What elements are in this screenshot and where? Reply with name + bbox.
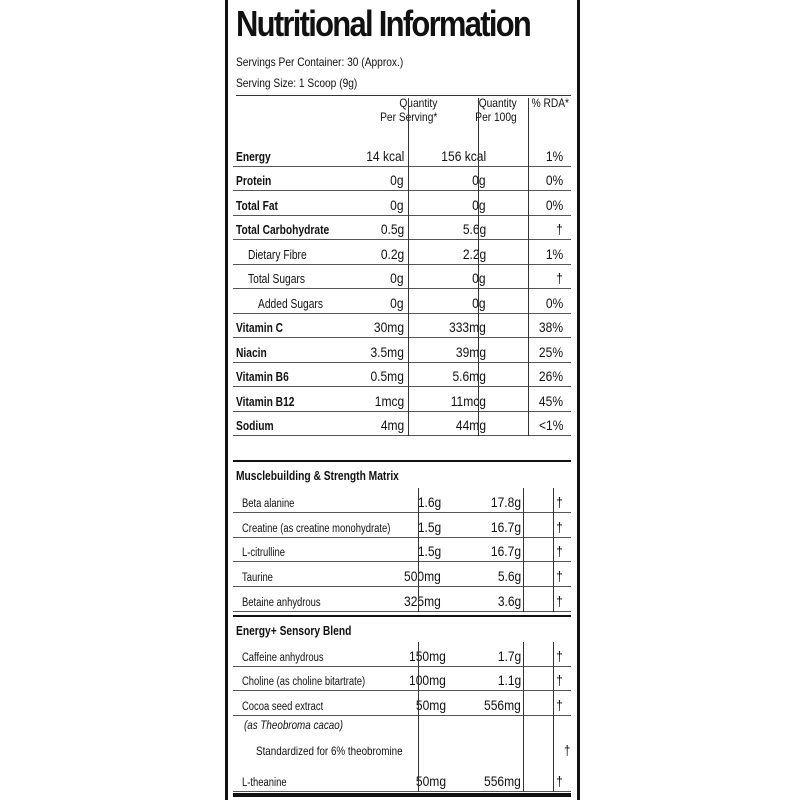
per-100g-header: Quantity Per 100g: [475, 96, 517, 124]
nutrient-row: [233, 363, 571, 388]
blend-label: Cocoa seed extract: [242, 700, 324, 713]
nutrient-label: Total Sugars: [248, 272, 305, 286]
standardized-rda: †: [564, 742, 571, 758]
nutrient-per100-value: 156 kcal: [441, 147, 486, 164]
matrix-per100-value: 17.8g: [490, 493, 521, 510]
blend-row: [233, 691, 571, 716]
matrix-label: Taurine: [242, 572, 273, 585]
matrix-label: Betaine anhydrous: [242, 596, 321, 609]
nutrient-row: [233, 412, 571, 437]
panel-title: Nutritional Information: [236, 3, 531, 44]
blend-title: Energy+ Sensory Blend: [236, 624, 352, 638]
nutrient-label: Total Fat: [236, 198, 278, 213]
nutrient-per100-value: 0g: [472, 196, 486, 213]
matrix-per100-value: 3.6g: [497, 592, 521, 609]
nutrient-per100-value: 11mcg: [450, 392, 486, 409]
matrix-rda-value: †: [556, 543, 563, 560]
nutrient-per100-value: 0g: [472, 270, 486, 286]
matrix-row: [233, 488, 571, 513]
nutrient-row: [233, 289, 571, 314]
blend-serving-value: 100mg: [409, 672, 446, 688]
nutrient-rda-value: 0%: [545, 172, 563, 188]
matrix-title: Musclebuilding & Strength Matrix: [236, 469, 399, 483]
nutrient-rda-value: 26%: [538, 368, 563, 384]
column-divider: [418, 488, 419, 612]
nutrient-rda-value: †: [556, 221, 563, 237]
nutrient-rda-value: 25%: [538, 343, 563, 360]
nutrient-label: Protein: [236, 174, 272, 188]
nutrient-serving-value: 0g: [390, 270, 404, 286]
column-divider: [523, 488, 524, 612]
nutrient-per100-value: 2.2g: [462, 245, 486, 262]
nutrient-per100-value: 5.6mg: [452, 368, 486, 384]
nutrient-row: [233, 191, 571, 216]
column-divider: [418, 642, 419, 792]
nutrient-per100-value: 0g: [472, 294, 486, 311]
blend-rule: [233, 615, 571, 617]
row-divider: [233, 715, 571, 716]
theanine-per100-value: 556mg: [484, 772, 521, 789]
nutrient-serving-value: 30mg: [373, 319, 404, 335]
matrix-row: [233, 587, 571, 612]
nutrient-label: Dietary Fibre: [248, 247, 307, 262]
nutrient-serving-value: 0.5mg: [370, 368, 404, 384]
row-divider: [233, 435, 571, 436]
matrix-row: [233, 513, 571, 538]
nutrient-row: [233, 387, 571, 412]
nutrient-per100-value: 333mg: [449, 319, 486, 335]
nutrient-rda-value: 1%: [545, 147, 563, 164]
blend-label: Caffeine anhydrous: [242, 651, 324, 664]
nutrient-serving-value: 0g: [390, 196, 404, 213]
nutrient-serving-value: 1mcg: [374, 392, 404, 409]
theanine-rda-value: †: [556, 772, 563, 789]
matrix-rda-value: †: [556, 568, 563, 585]
standardized-note: Standardized for 6% theobromine: [256, 744, 403, 758]
nutrient-rda-value: 0%: [545, 294, 563, 311]
nutrient-per100-value: 44mg: [455, 417, 486, 433]
blend-rda-value: †: [556, 696, 563, 713]
theanine-label: L-theanine: [242, 776, 287, 789]
blend-rda-value: †: [556, 672, 563, 688]
matrix-label: L-citrulline: [242, 547, 285, 560]
nutrient-serving-value: 0.2g: [380, 245, 404, 262]
matrix-rule: [233, 460, 571, 462]
column-divider: [523, 642, 524, 792]
blend-row: [233, 642, 571, 667]
servings-per-container: Servings Per Container: 30 (Approx.): [236, 55, 404, 69]
blend-per100-value: 1.1g: [497, 672, 521, 688]
nutrient-row: [233, 240, 571, 265]
blend-per100-value: 556mg: [484, 696, 521, 713]
column-divider: [553, 488, 554, 612]
matrix-per100-value: 16.7g: [490, 543, 521, 560]
nutrient-row: [233, 167, 571, 192]
nutrient-label: Energy: [236, 149, 271, 164]
serving-size: Serving Size: 1 Scoop (9g): [236, 76, 358, 90]
row-divider: [233, 791, 571, 792]
nutrient-label: Vitamin C: [236, 321, 284, 335]
column-divider: [528, 98, 529, 436]
nutrient-rda-value: 38%: [538, 319, 563, 335]
nutrient-serving-value: 3.5mg: [370, 343, 404, 360]
nutrient-rda-value: †: [556, 270, 563, 286]
cocoa-note: (as Theobroma cacao): [244, 718, 344, 732]
theanine-serving-value: 50mg: [415, 772, 446, 789]
nutrient-row: [233, 216, 571, 241]
blend-label: Choline (as choline bitartrate): [242, 676, 366, 688]
matrix-per100-value: 16.7g: [490, 518, 521, 535]
matrix-serving-value: 1.5g: [417, 518, 441, 535]
nutrient-label: Vitamin B12: [236, 394, 295, 409]
nutrient-row: [233, 142, 571, 167]
blend-serving-value: 50mg: [415, 696, 446, 713]
matrix-per100-value: 5.6g: [497, 568, 521, 585]
column-divider: [553, 642, 554, 792]
blend-rda-value: †: [556, 647, 563, 664]
nutrient-serving-value: 0g: [390, 294, 404, 311]
nutrient-label: Sodium: [236, 419, 274, 433]
nutrient-label: Total Carbohydrate: [236, 223, 330, 237]
nutrient-serving-value: 0g: [390, 172, 404, 188]
blend-row: [233, 667, 571, 692]
matrix-label: Beta alanine: [242, 497, 295, 510]
nutrient-rda-value: <1%: [538, 417, 563, 433]
nutrient-rda-value: 45%: [538, 392, 563, 409]
nutrient-rda-value: 0%: [545, 196, 563, 213]
matrix-rda-value: †: [556, 518, 563, 535]
nutrient-per100-value: 5.6g: [462, 221, 486, 237]
nutrient-label: Niacin: [236, 345, 267, 360]
nutrient-row: [233, 338, 571, 363]
nutrient-row: [233, 314, 571, 339]
per-serving-header: Quantity Per Serving*: [379, 96, 437, 124]
matrix-serving-value: 500mg: [404, 568, 441, 585]
nutrient-per100-value: 39mg: [455, 343, 486, 360]
rda-header: % RDA*: [531, 96, 569, 110]
column-divider: [408, 98, 409, 436]
nutrient-per100-value: 0g: [472, 172, 486, 188]
matrix-rda-value: †: [556, 592, 563, 609]
matrix-row: [233, 538, 571, 563]
matrix-serving-value: 325mg: [404, 592, 441, 609]
matrix-rda-value: †: [556, 493, 563, 510]
nutrient-serving-value: 0.5g: [380, 221, 404, 237]
nutrient-serving-value: 4mg: [380, 417, 404, 433]
nutrient-rda-value: 1%: [545, 245, 563, 262]
matrix-serving-value: 1.6g: [417, 493, 441, 510]
matrix-row: [233, 562, 571, 587]
row-divider: [233, 611, 571, 612]
theanine-row: [233, 763, 571, 792]
blend-serving-value: 150mg: [409, 647, 446, 664]
nutrient-label: Vitamin B6: [236, 370, 289, 384]
column-divider: [478, 98, 479, 436]
nutrient-serving-value: 14 kcal: [365, 147, 404, 164]
bottom-rule: [233, 793, 571, 797]
nutrient-row: [233, 265, 571, 290]
matrix-label: Creatine (as creatine monohydrate): [242, 522, 391, 535]
blend-per100-value: 1.7g: [497, 647, 521, 664]
matrix-serving-value: 1.5g: [417, 543, 441, 560]
nutrient-label: Added Sugars: [258, 296, 323, 311]
nutrition-panel: [225, 0, 580, 800]
